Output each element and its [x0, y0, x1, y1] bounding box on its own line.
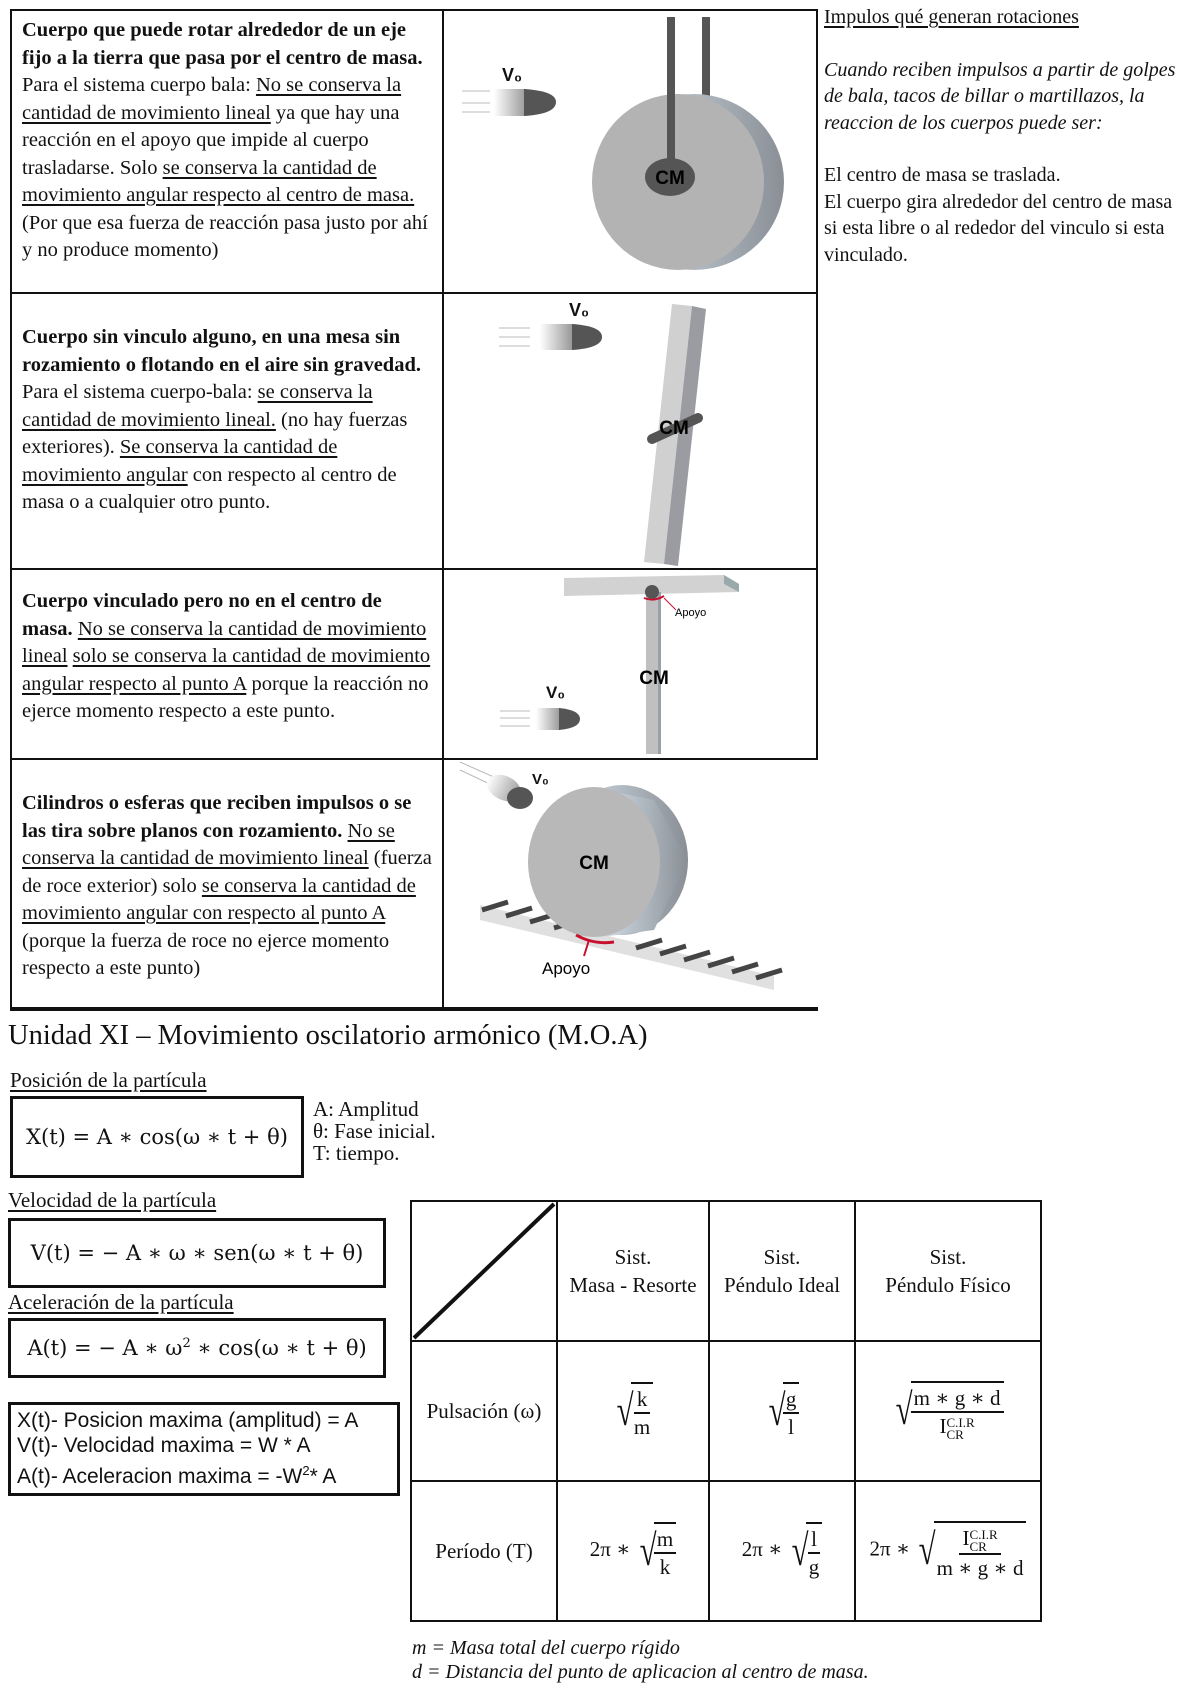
case-underlined-text: se conserva la cantidad de movimiento lineal. [22, 381, 373, 431]
case-row-rolling-cylinder [12, 760, 818, 1009]
support-label: Apoyo [542, 959, 591, 978]
case-row-pivot-off-cm [12, 570, 818, 760]
case-text: ya que hay una reacción en el apoyo que impide al cuerpo trasladarse. Solo [22, 101, 400, 179]
case-text: (Por que esa fuerza de reacción pasa justo por ahí y no produce momento) [22, 211, 428, 261]
pulsation-ideal-pendulum: √ $\frac{g}{l}$ [709, 1341, 855, 1481]
side-note-title: Impulos qué generan rotaciones [824, 6, 1079, 28]
case-description [12, 11, 444, 292]
row-label-period: Período (T) [411, 1481, 557, 1621]
rolling-cylinder-figure [444, 760, 818, 1007]
free-bar-figure [444, 294, 818, 568]
max-acceleration: A(t)- Aceleracion maxima = $-W^2*$ A [17, 1463, 337, 1488]
acceleration-formula-box [8, 1318, 386, 1378]
case-underlined-text: solo se conserva la cantidad de movimiento angular respecto al punto A [22, 645, 431, 695]
position-heading: Posición de la partícula [10, 1068, 207, 1092]
maxima-box [8, 1402, 400, 1496]
case-text: con respecto al centro de masa o a cualquier otro punto. [22, 463, 397, 513]
header-ideal-pendulum: Sist. Péndulo Ideal [709, 1201, 855, 1341]
case-underlined-text: se conserva la cantidad de movimiento angular respecto al centro de masa. [22, 156, 415, 206]
disk-pendulum-figure [444, 11, 818, 292]
max-position: X(t)- Posicion maxima (amplitud) = A [17, 1409, 359, 1432]
velocity-formula: V(t) = − A ∗ ω ∗ sen(ω ∗ t + θ) [30, 1241, 364, 1265]
case-description [12, 294, 444, 568]
row-label-pulsation: Pulsación (ω) [411, 1341, 557, 1481]
variable-notes [412, 1636, 869, 1684]
case-text: Para el sistema cuerpo bala: [22, 74, 256, 96]
disk-on-axis-illustration [444, 11, 816, 292]
free-bar-illustration [444, 294, 816, 568]
position-formula: X(t) = A ∗ cos(ω ∗ t + θ) [26, 1125, 288, 1149]
unit-title: Unidad XI – Movimiento oscilatorio armónico (M.O.A) [8, 1020, 648, 1051]
note-distance: d = Distancia del punto de aplicacion al centro de masa. [412, 1661, 869, 1683]
case-row-free-body [12, 294, 818, 570]
case-title: Cuerpo sin vinculo alguno, en una mesa sin rozamiento o flotando en el aire sin gravedad. [22, 326, 421, 376]
cm-label: CM [659, 418, 689, 439]
support-label: Apoyo [675, 607, 707, 619]
legend-amplitude: A: Amplitud [313, 1097, 419, 1121]
period-physical-pendulum: 2π ∗ √ I C.I.R CR m ∗ g ∗ d [855, 1481, 1041, 1621]
velocity-label: V₀ [569, 300, 590, 320]
case-underlined-text: se conserva la cantidad de movimiento angular con respecto al punto A [22, 874, 416, 924]
case-text: Para el sistema cuerpo-bala: [22, 381, 258, 403]
case-text: porque la reacción no ejerce momento respecto a este punto. [22, 672, 429, 722]
case-underlined-text: No se conserva la cantidad de movimiento lineal [22, 74, 402, 124]
header-mass-spring: Sist. Masa - Resorte [557, 1201, 709, 1341]
case-title: Cilindros o esferas que reciben impulsos o se las tira sobre planos con rozamiento. [22, 792, 412, 842]
case-text: (fuerza de roce exterior) solo [22, 847, 432, 897]
velocity-label: V₀ [532, 771, 549, 788]
case-text: (porque la fuerza de roce no ejerce momento respecto a este punto) [22, 929, 390, 979]
velocity-formula-box [8, 1218, 386, 1288]
legend-phase: θ: Fase inicial. [313, 1119, 436, 1143]
cm-label: CM [655, 168, 685, 189]
side-note-line1: El centro de masa se traslada. [824, 164, 1061, 186]
hanging-bar-figure [444, 570, 818, 758]
case-underlined-text: No se conserva la cantidad de movimiento lineal [22, 617, 427, 667]
rotation-cases-table [10, 9, 818, 1011]
side-note-intro: Cuando reciben impulsos a partir de golpes de bala, tacos de billar o martillazos, la reaccion de los cuerpos puede ser: [824, 58, 1176, 134]
diagonal-line [412, 1202, 556, 1340]
position-formula-box [10, 1096, 304, 1178]
hanging-bar-illustration [444, 570, 816, 758]
velocity-label: V₀ [546, 683, 566, 702]
side-note [824, 4, 1184, 268]
side-note-line2: El cuerpo gira alrededor del centro de masa si esta libre o al rededor del vinculo si esta vinculado. [824, 190, 1173, 266]
legend-time: T: tiempo. [313, 1141, 400, 1165]
header-physical-pendulum: Sist. Péndulo Físico [855, 1201, 1041, 1341]
case-row-fixed-axis-cm [12, 11, 818, 294]
velocity-heading: Velocidad de la partícula [8, 1188, 217, 1212]
note-mass: m = Masa total del cuerpo rígido [412, 1637, 680, 1659]
max-velocity: V(t)- Velocidad maxima = W * A [17, 1434, 311, 1457]
case-title: Cuerpo que puede rotar alrededor de un eje fijo a la tierra que pasa por el centro de masa. [22, 19, 423, 69]
pulsation-mass-spring: √ $\frac{k}{m}$ [557, 1341, 709, 1481]
acceleration-heading: Aceleración de la partícula [8, 1290, 234, 1314]
rolling-cylinder-illustration [444, 760, 816, 1007]
period-ideal-pendulum: 2π ∗ √ $\frac{l}{g}$ [709, 1481, 855, 1621]
pulsation-physical-pendulum: √ m ∗ g ∗ d I C.I.R CR [855, 1341, 1041, 1481]
case-title: Cuerpo vinculado pero no en el centro de masa. [22, 590, 382, 640]
case-underlined-text: Se conserva la cantidad de movimiento angular [22, 436, 338, 486]
velocity-label: V₀ [502, 65, 523, 85]
case-underlined-text: No se conserva la cantidad de movimiento lineal [22, 819, 395, 869]
position-legend [313, 1098, 436, 1164]
case-description [12, 570, 444, 758]
cm-label: CM [639, 668, 669, 689]
corner-cell [411, 1201, 557, 1341]
cm-label: CM [579, 853, 609, 874]
acceleration-formula: A(t) = − A ∗ $\omega^2$ ∗ cos(ω ∗ t + θ) [27, 1336, 367, 1360]
period-mass-spring: 2π ∗ √ $\frac{m}{k}$ [557, 1481, 709, 1621]
oscillator-formula-table [410, 1200, 1042, 1622]
case-description [12, 760, 444, 1007]
case-text: (no hay fuerzas exteriores). [22, 408, 408, 458]
